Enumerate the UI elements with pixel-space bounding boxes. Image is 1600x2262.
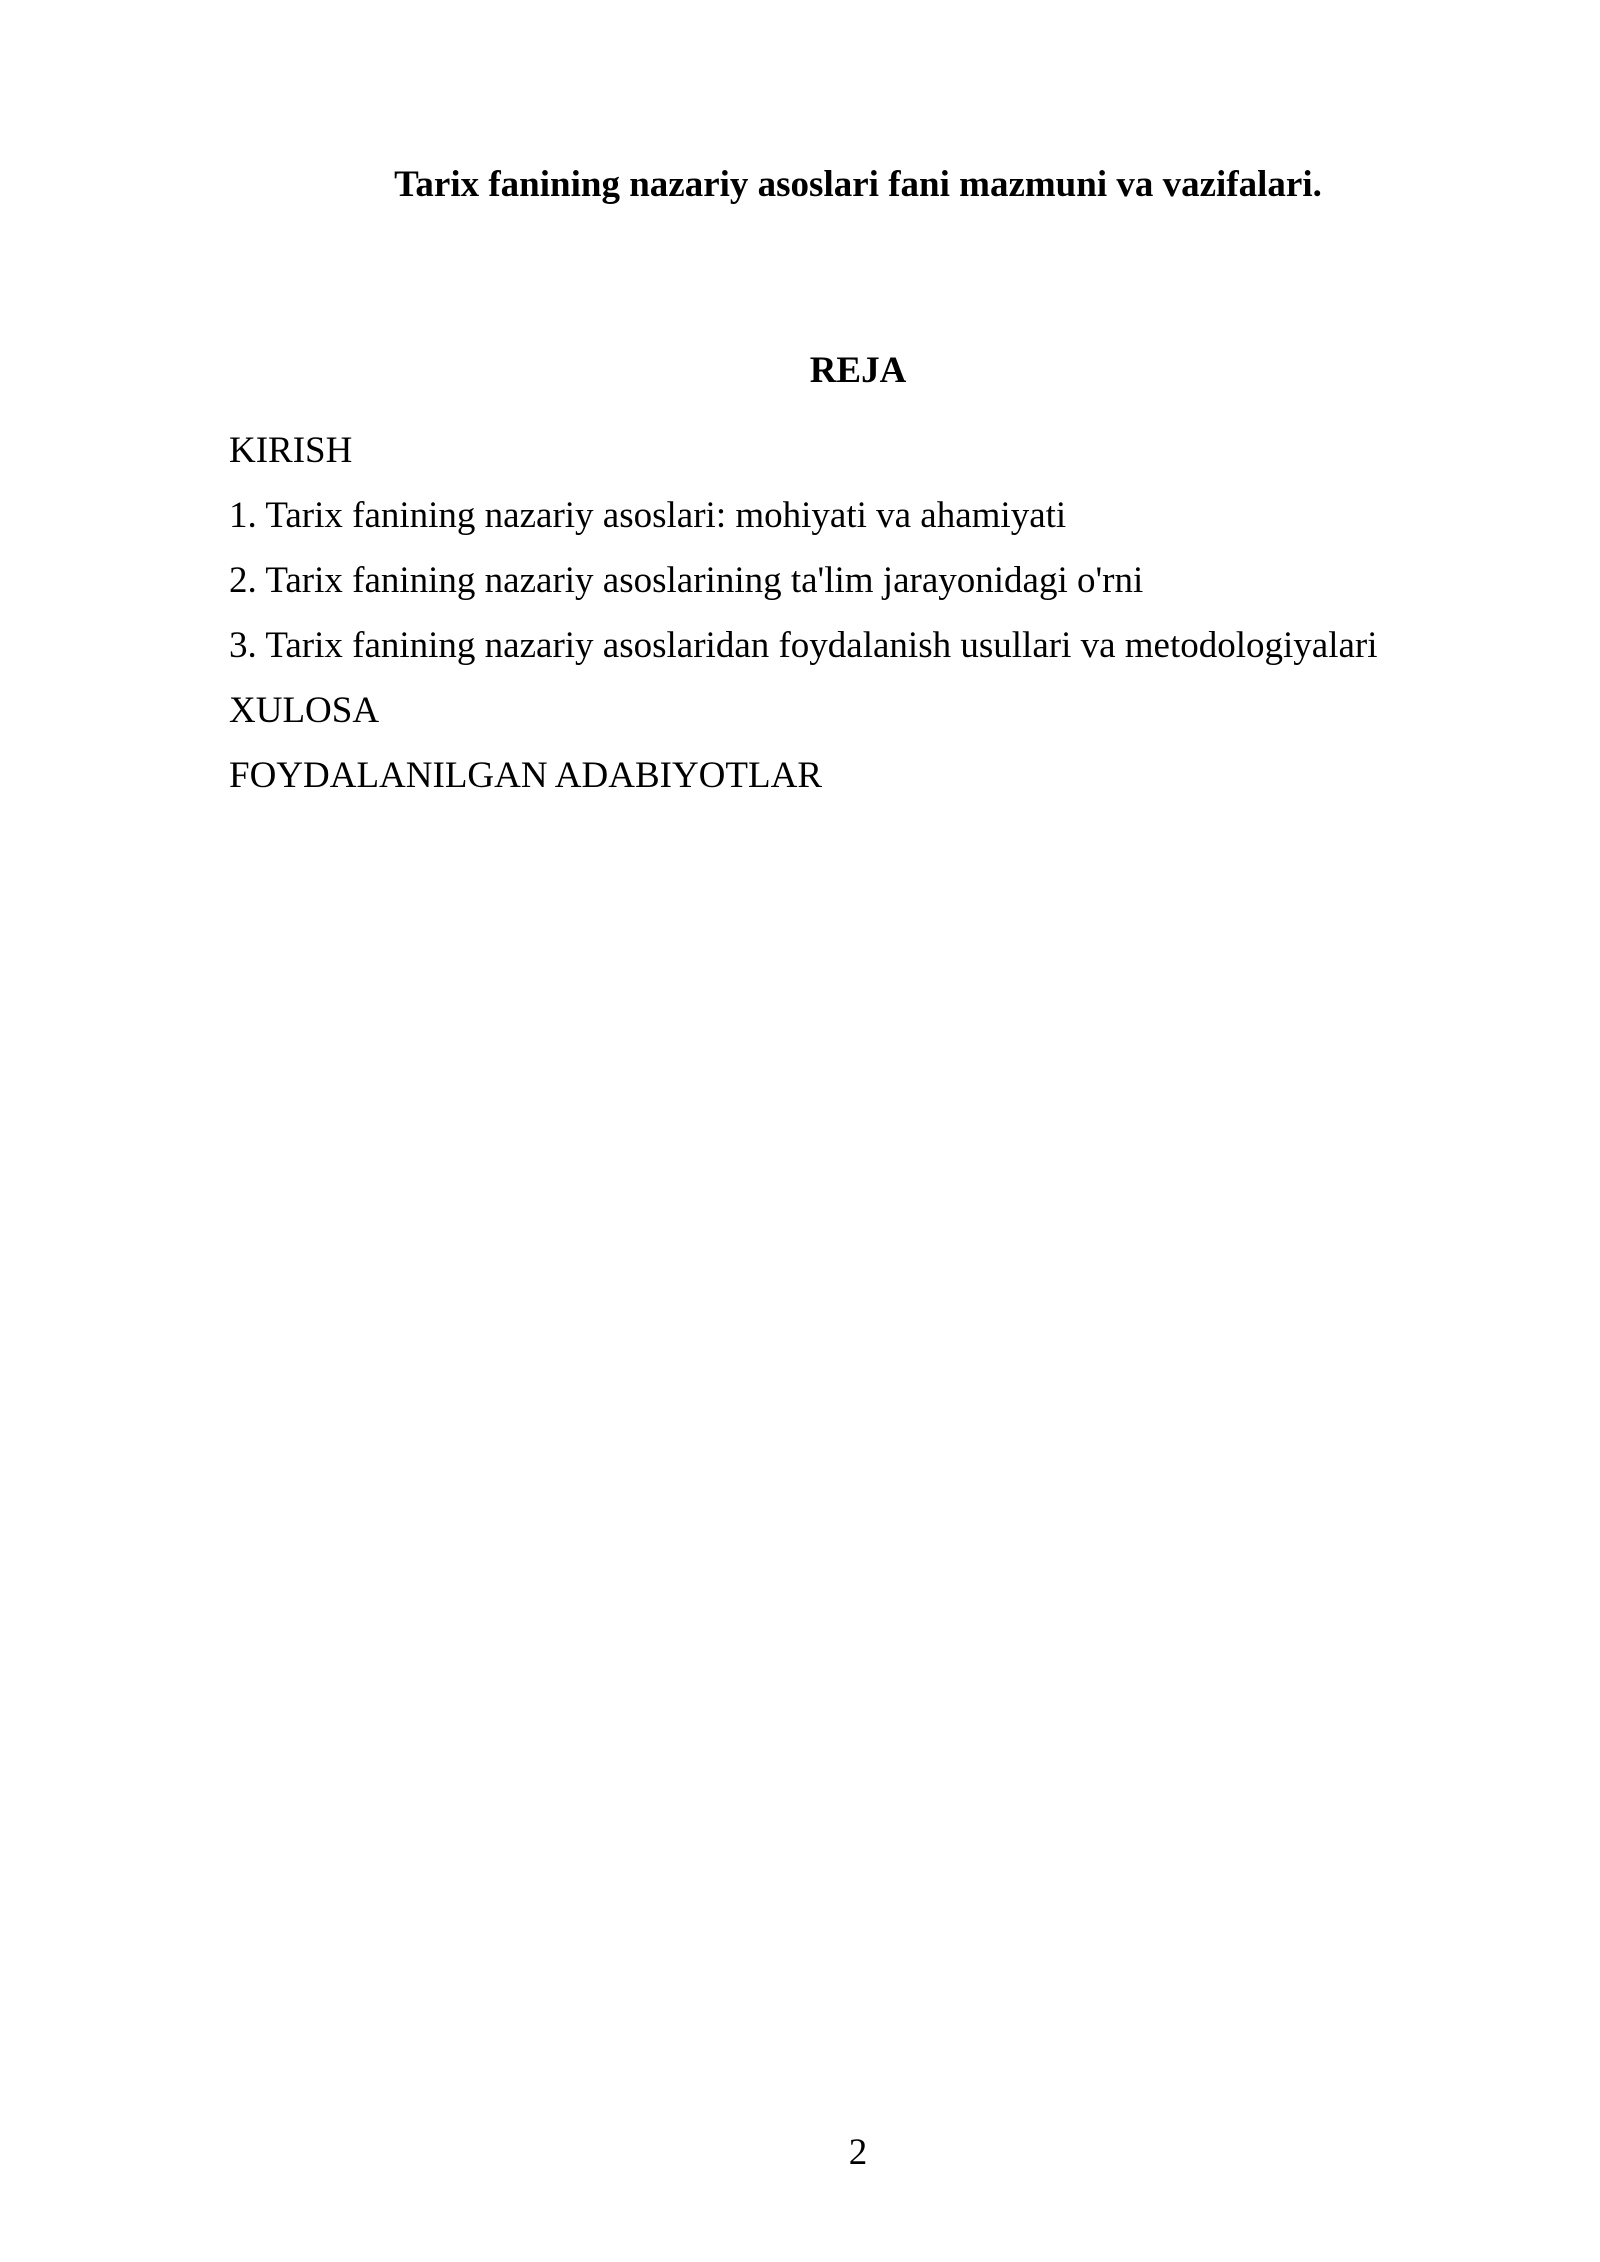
plan-list [229,418,1378,808]
plan-item-references: FOYDALANILGAN ADABIYOTLAR [229,755,822,796]
plan-item-3: 3. Tarix fanining nazariy asoslaridan foydalanish usullari va metodologiyalari [229,625,1378,666]
plan-item-1: 1. Tarix fanining nazariy asoslari: mohiyati va ahamiyati [229,495,1067,536]
page-number: 2 [848,2132,868,2173]
plan-item-conclusion: XULOSA [229,690,380,731]
plan-heading: REJA [809,350,907,391]
plan-item-introduction: KIRISH [229,430,353,471]
plan-item-2: 2. Tarix fanining nazariy asoslarining ta'lim jarayonidagi o'rni [229,560,1144,601]
document-title: Tarix fanining nazariy asoslari fani mazmuni va vazifalari. [394,164,1322,205]
